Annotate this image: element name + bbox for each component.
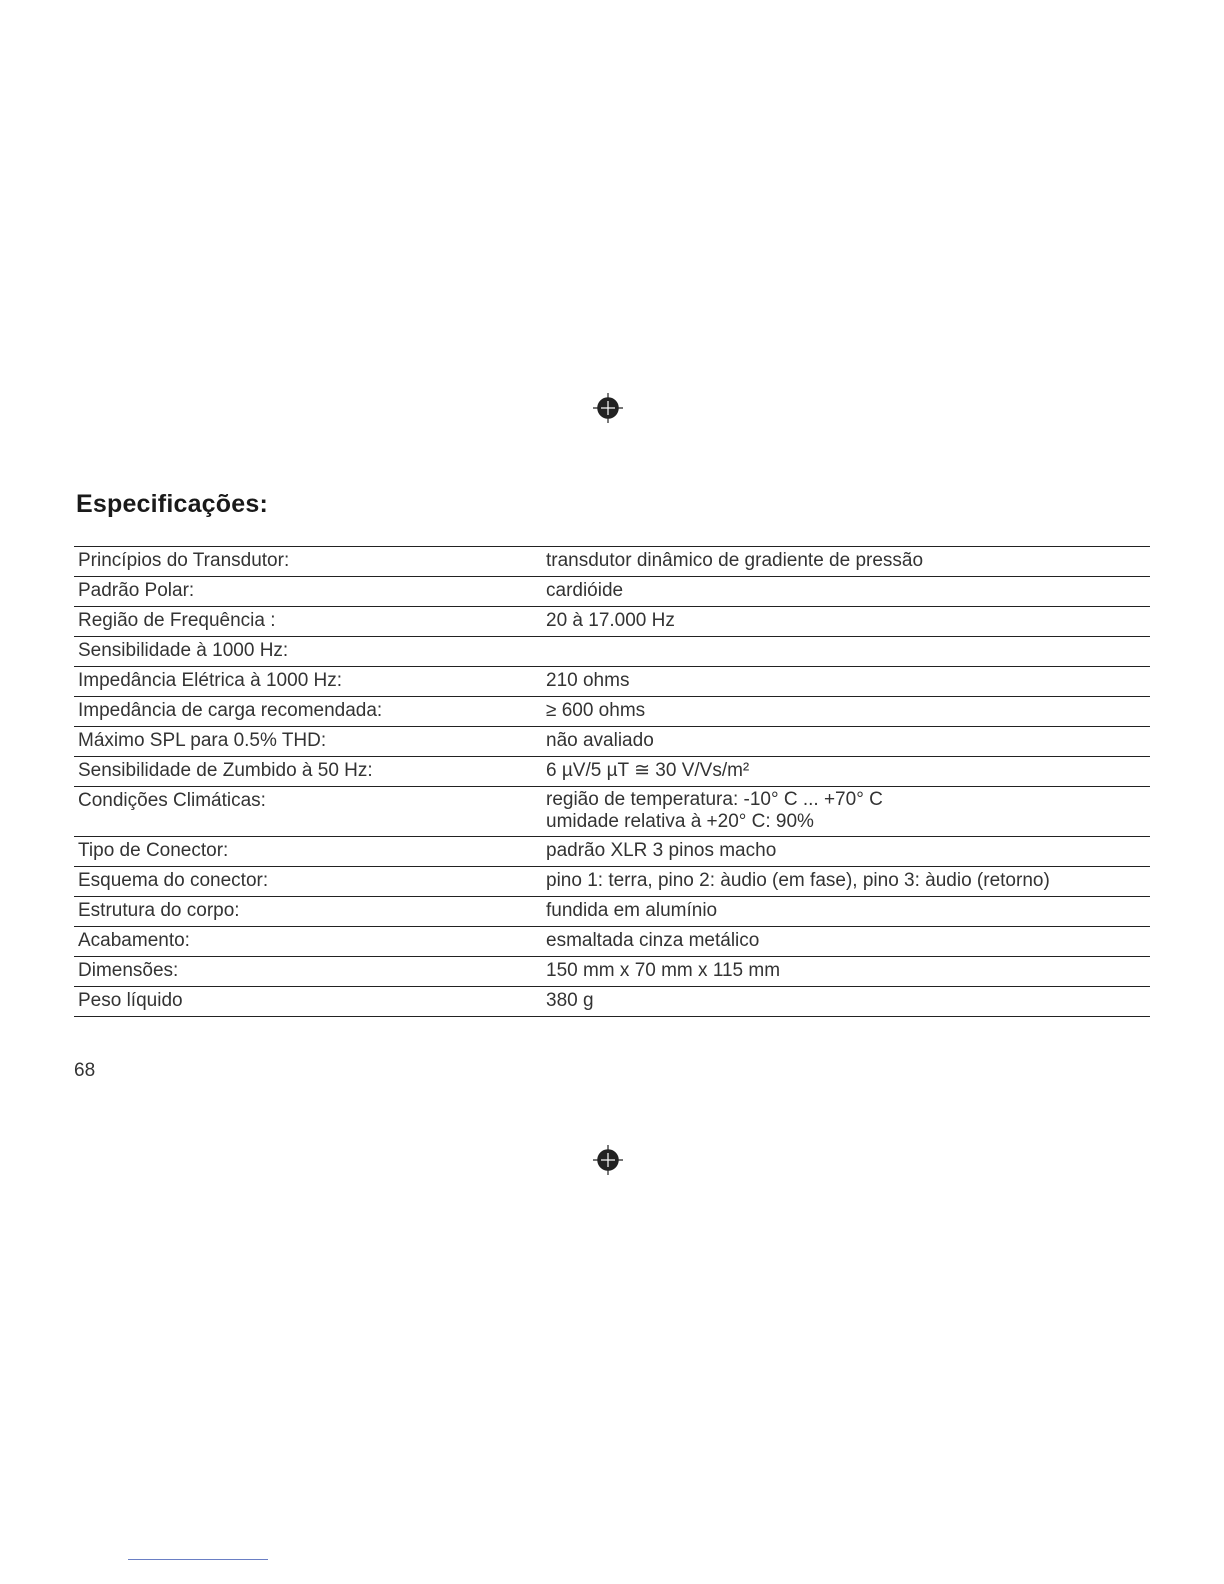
table-row [74, 897, 1150, 927]
table-row [74, 547, 1150, 577]
table-row [74, 697, 1150, 727]
spec-value: 210 ohms [542, 667, 1150, 697]
table-row [74, 577, 1150, 607]
spec-label: Peso líquido [74, 987, 542, 1017]
table-row [74, 757, 1150, 787]
page-number: 68 [74, 1060, 96, 1081]
spec-label: Impedância de carga recomendada: [74, 697, 542, 727]
table-row [74, 837, 1150, 867]
spec-label: Princípios do Transdutor: [74, 547, 542, 577]
spec-value: pino 1: terra, pino 2: àudio (em fase), pino 3: àudio (retorno) [542, 867, 1150, 897]
spec-label: Tipo de Conector: [74, 837, 542, 867]
spec-value: 150 mm x 70 mm x 115 mm [542, 957, 1150, 987]
registration-mark-icon [592, 392, 624, 424]
spec-label: Região de Frequência : [74, 607, 542, 637]
spec-label: Dimensões: [74, 957, 542, 987]
table-row [74, 867, 1150, 897]
spec-label: Estrutura do corpo: [74, 897, 542, 927]
spec-value-line: região de temperatura: -10° C ... +70° C [546, 789, 883, 810]
spec-value-line: umidade relativa à +20° C: 90% [546, 811, 814, 832]
spec-label: Sensibilidade à 1000 Hz: [74, 637, 542, 667]
table-row [74, 727, 1150, 757]
footer-divider [128, 1559, 268, 1560]
table-row [74, 787, 1150, 837]
registration-mark-icon [592, 1144, 624, 1176]
spec-label: Padrão Polar: [74, 577, 542, 607]
spec-value: cardióide [542, 577, 1150, 607]
spec-label: Acabamento: [74, 927, 542, 957]
spec-value: padrão XLR 3 pinos macho [542, 837, 1150, 867]
spec-value [542, 637, 1150, 667]
spec-label: Esquema do conector: [74, 867, 542, 897]
section-heading: Especificações: [76, 490, 268, 518]
spec-label: Sensibilidade de Zumbido à 50 Hz: [74, 757, 542, 787]
spec-value: 20 à 17.000 Hz [542, 607, 1150, 637]
spec-value: não avaliado [542, 727, 1150, 757]
spec-value: ≥ 600 ohms [542, 697, 1150, 727]
specifications-table [74, 546, 1150, 1017]
table-row [74, 607, 1150, 637]
table-row [74, 637, 1150, 667]
spec-label: Impedância Elétrica à 1000 Hz: [74, 667, 542, 697]
spec-label: Condições Climáticas: [74, 787, 542, 837]
spec-label: Máximo SPL para 0.5% THD: [74, 727, 542, 757]
table-row [74, 667, 1150, 697]
spec-value: fundida em alumínio [542, 897, 1150, 927]
table-row [74, 987, 1150, 1017]
spec-value: esmaltada cinza metálico [542, 927, 1150, 957]
spec-value-multiline [542, 787, 1150, 837]
table-row [74, 927, 1150, 957]
spec-value: transdutor dinâmico de gradiente de pressão [542, 547, 1150, 577]
spec-value: 6 µV/5 µT ≅ 30 V/Vs/m² [542, 757, 1150, 787]
table-row [74, 957, 1150, 987]
spec-value: 380 g [542, 987, 1150, 1017]
